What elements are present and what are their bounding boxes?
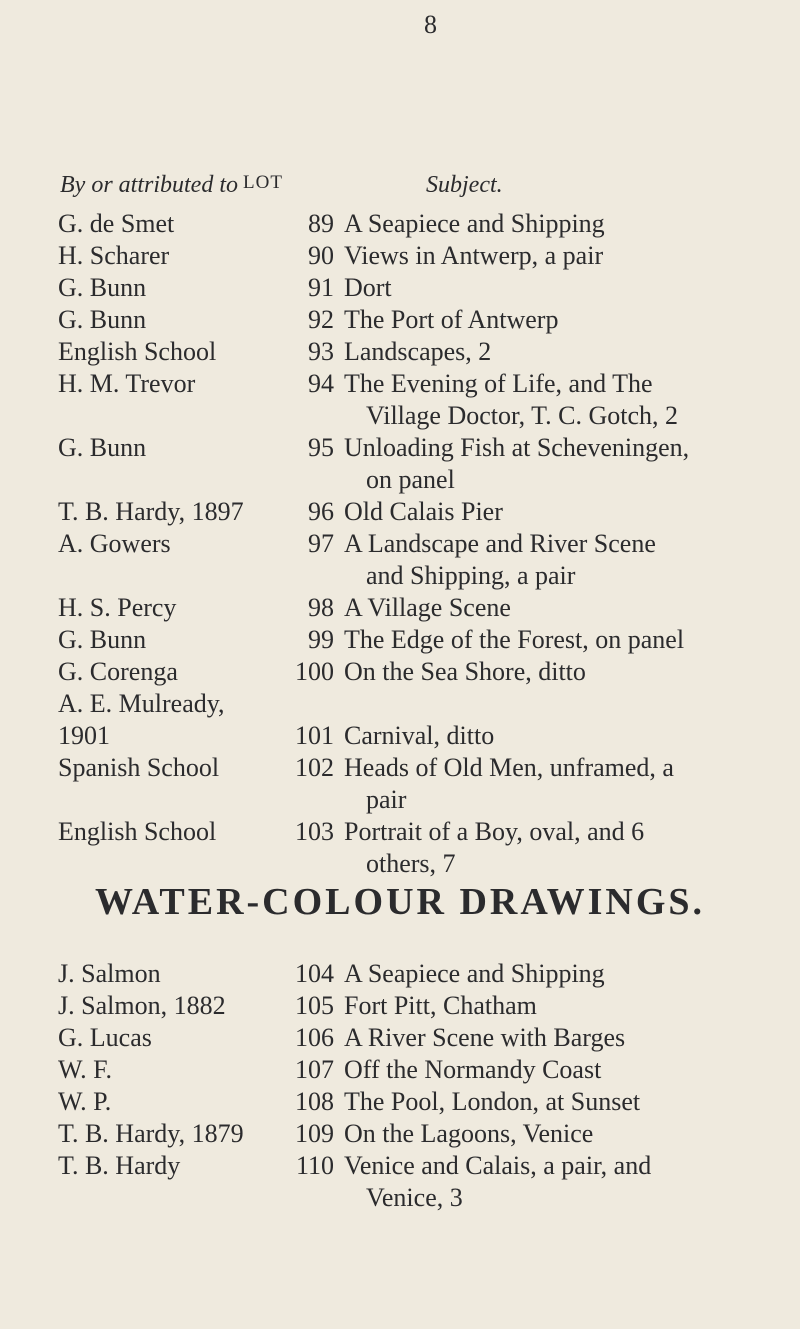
lot-entry (0, 752, 800, 816)
artist-name: G. de Smet (58, 209, 175, 238)
lot-entry (0, 272, 800, 304)
lot-number: 95 (308, 433, 334, 462)
lot-entry (0, 990, 800, 1022)
lot-entry (0, 1118, 800, 1150)
artist-name: English School (58, 817, 217, 846)
subject-line: A Landscape and River Scene (344, 529, 656, 558)
subject-line: Heads of Old Men, unframed, a (344, 753, 674, 782)
lot-number: 98 (308, 593, 334, 622)
lot-number: 108 (295, 1087, 334, 1116)
lot-subject (344, 304, 774, 336)
subject-line: On the Lagoons, Venice (344, 1119, 594, 1148)
subject-line: Venice and Calais, a pair, and (344, 1151, 652, 1180)
lot-number: 107 (295, 1055, 334, 1084)
lot-subject (344, 432, 774, 496)
artist-name: W. P. (58, 1087, 112, 1116)
subject-line: The Pool, London, at Sunset (344, 1087, 641, 1116)
lot-column-header: LOT (243, 172, 283, 193)
subject-line: On the Sea Shore, ditto (344, 657, 586, 686)
artist-name: G. Bunn (58, 625, 147, 654)
lot-subject (344, 1150, 774, 1214)
lot-entry (0, 592, 800, 624)
lot-number: 97 (308, 529, 334, 558)
lot-entry (0, 240, 800, 272)
lot-subject (344, 1086, 774, 1118)
artist-name: W. F. (58, 1055, 113, 1084)
artist-name: G. Bunn (58, 273, 147, 302)
subject-line: The Edge of the Forest, on panel (344, 625, 685, 654)
lot-subject (344, 720, 774, 752)
subject-line: and Shipping, a pair (366, 561, 576, 590)
lot-subject (344, 368, 774, 432)
lot-number: 104 (295, 959, 334, 988)
artist-name: J. Salmon, 1882 (58, 991, 226, 1020)
lot-entry (0, 1022, 800, 1054)
lot-number: 94 (308, 369, 334, 398)
lot-subject (344, 240, 774, 272)
lot-number: 103 (295, 817, 334, 846)
water-colour-list (0, 958, 800, 1214)
lot-entry (0, 496, 800, 528)
lot-number: 105 (295, 991, 334, 1020)
lot-number: 106 (295, 1023, 334, 1052)
lot-entry (0, 528, 800, 592)
lot-subject (344, 656, 774, 688)
subject-line: Venice, 3 (366, 1183, 463, 1212)
lot-number: 89 (308, 209, 334, 238)
lot-entry (0, 368, 800, 432)
lot-subject (344, 1022, 774, 1054)
subject-line: others, 7 (366, 849, 456, 878)
lot-number: 92 (308, 305, 334, 334)
subject-line: Views in Antwerp, a pair (344, 241, 604, 270)
lot-entry (0, 720, 800, 752)
lot-entry (0, 1150, 800, 1214)
subject-column-header: Subject. (426, 172, 503, 198)
subject-line: Fort Pitt, Chatham (344, 991, 537, 1020)
lot-subject (344, 1054, 774, 1086)
subject-line: pair (366, 785, 407, 814)
oil-paintings-list (0, 208, 800, 880)
lot-entry (0, 208, 800, 240)
lot-subject (344, 990, 774, 1022)
subject-line: The Evening of Life, and The (344, 369, 653, 398)
lot-subject (344, 336, 774, 368)
subject-line: on panel (366, 465, 455, 494)
artist-name: G. Corenga (58, 657, 178, 686)
subject-line: A Seapiece and Shipping (344, 209, 605, 238)
page-number: 8 (424, 10, 437, 39)
artist-column-header: By or attributed to (60, 172, 238, 198)
lot-subject (344, 496, 774, 528)
subject-line: A Seapiece and Shipping (344, 959, 605, 988)
lot-number: 101 (295, 721, 334, 750)
subject-line: The Port of Antwerp (344, 305, 559, 334)
lot-entry (0, 304, 800, 336)
lot-entry (0, 1054, 800, 1086)
lot-number: 90 (308, 241, 334, 270)
lot-number: 96 (308, 497, 334, 526)
artist-name: J. Salmon (58, 959, 161, 988)
lot-subject (344, 624, 774, 656)
section-title: WATER-COLOUR DRAWINGS. (94, 881, 706, 923)
lot-subject (344, 816, 774, 880)
lot-number: 109 (295, 1119, 334, 1148)
lot-entry (0, 336, 800, 368)
artist-name: T. B. Hardy, 1879 (58, 1119, 244, 1148)
lot-number: 99 (308, 625, 334, 654)
artist-name: T. B. Hardy, 1897 (58, 497, 244, 526)
lot-number: 91 (308, 273, 334, 302)
artist-name: G. Bunn (58, 433, 147, 462)
subject-line: Off the Normandy Coast (344, 1055, 602, 1084)
lot-entry (0, 816, 800, 880)
lot-entry (0, 688, 800, 720)
lot-number: 110 (295, 1151, 334, 1180)
subject-line: Portrait of a Boy, oval, and 6 (344, 817, 645, 846)
lot-entry (0, 432, 800, 496)
subject-line: Carnival, ditto (344, 721, 495, 750)
subject-line: Village Doctor, T. C. Gotch, 2 (366, 401, 678, 430)
artist-name: A. E. Mulready, (58, 689, 225, 718)
subject-line: Dort (344, 273, 392, 302)
artist-name: H. Scharer (58, 241, 170, 270)
lot-number: 102 (295, 753, 334, 782)
lot-subject (344, 958, 774, 990)
artist-name: H. S. Percy (58, 593, 177, 622)
lot-subject (344, 592, 774, 624)
lot-entry (0, 624, 800, 656)
lot-subject (344, 1118, 774, 1150)
lot-subject (344, 272, 774, 304)
subject-line: A Village Scene (344, 593, 511, 622)
artist-name: Spanish School (58, 753, 220, 782)
artist-name: 1901 (58, 721, 110, 750)
artist-name: English School (58, 337, 217, 366)
lot-subject (344, 752, 774, 816)
lot-subject (344, 208, 774, 240)
subject-line: Old Calais Pier (344, 497, 503, 526)
artist-name: G. Bunn (58, 305, 147, 334)
lot-number: 100 (295, 657, 334, 686)
lot-entry (0, 1086, 800, 1118)
artist-name: A. Gowers (58, 529, 171, 558)
subject-line: Landscapes, 2 (344, 337, 492, 366)
lot-number: 93 (308, 337, 334, 366)
subject-line: Unloading Fish at Scheveningen, (344, 433, 690, 462)
subject-line: A River Scene with Barges (344, 1023, 626, 1052)
artist-name: H. M. Trevor (58, 369, 196, 398)
lot-entry (0, 656, 800, 688)
lot-subject (344, 528, 774, 592)
lot-entry (0, 958, 800, 990)
artist-name: G. Lucas (58, 1023, 152, 1052)
artist-name: T. B. Hardy (58, 1151, 181, 1180)
